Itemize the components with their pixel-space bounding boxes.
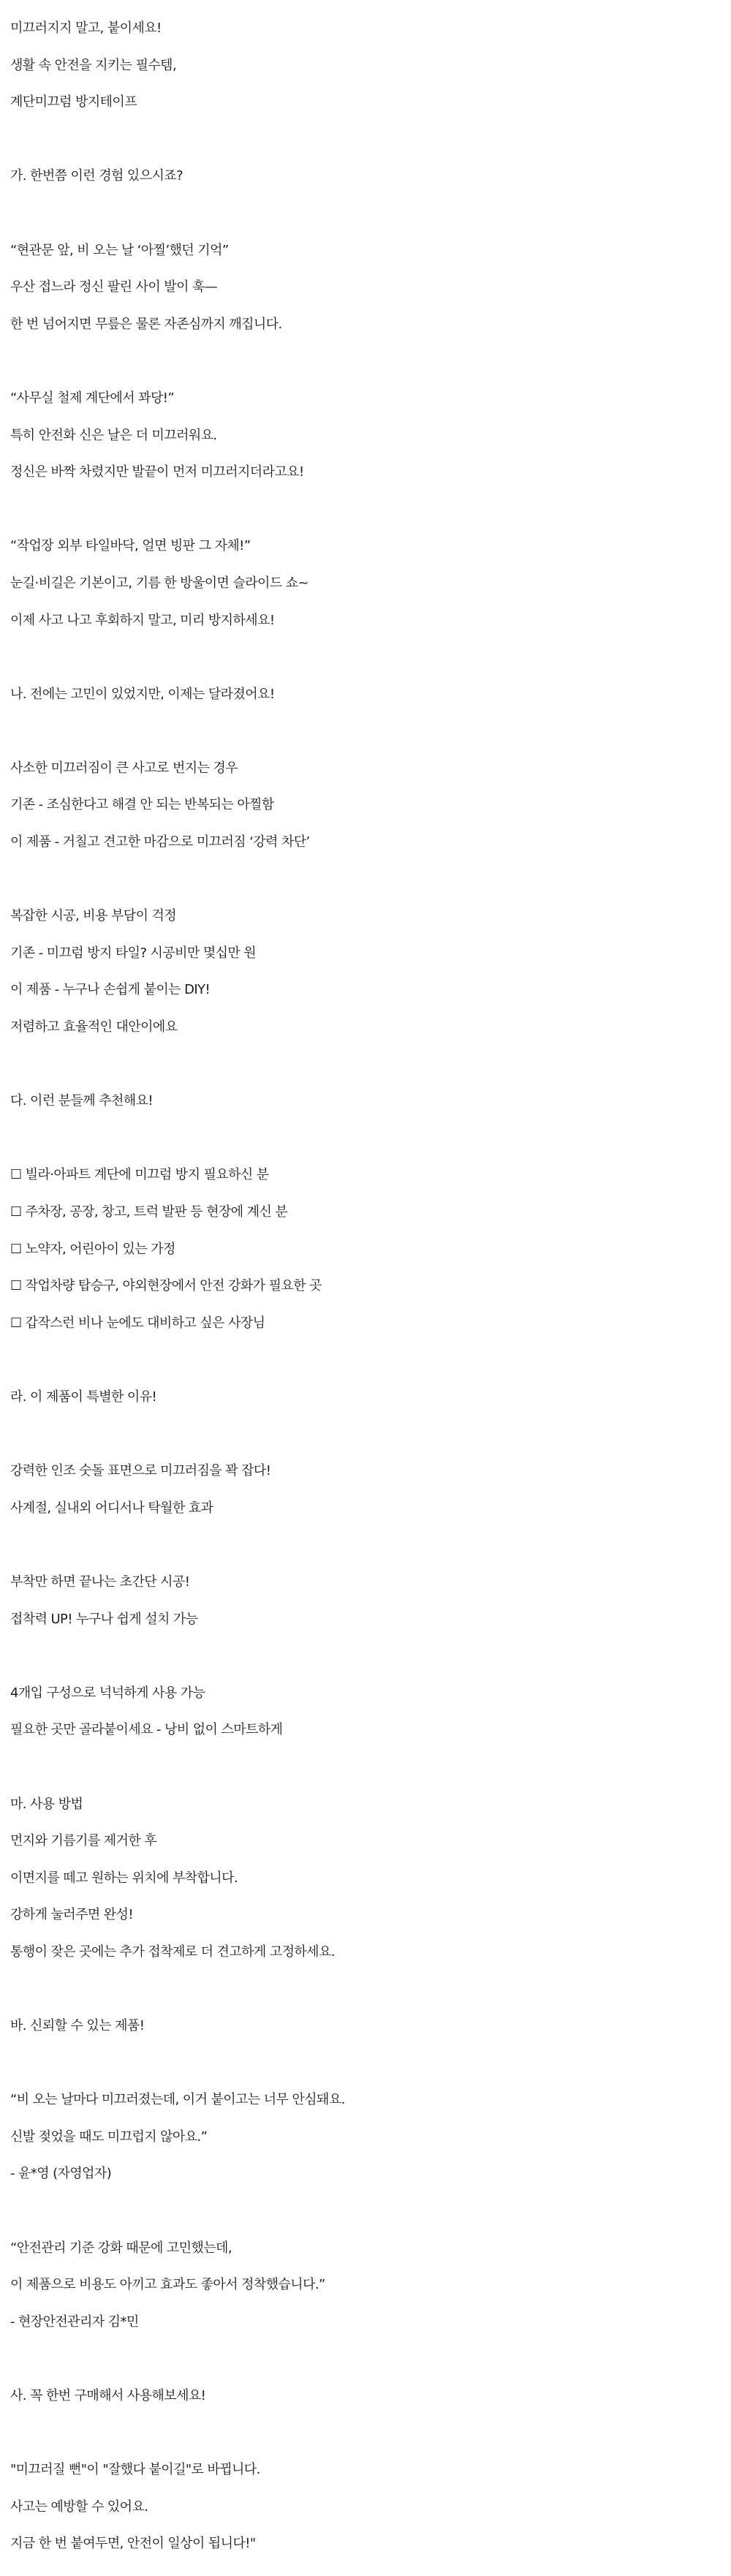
comparison-installation-cost [10, 898, 731, 1046]
text-line: “안전관리 기준 강화 때문에 고민했는데, [10, 2240, 232, 2256]
feature-easy-install [10, 1564, 731, 1638]
text-line: - 윤*영 (자영업자) [10, 2166, 112, 2182]
text-line: 정신은 바짝 차렸지만 발끝이 먼저 미끄러지더라고요! [10, 464, 304, 480]
text-line: 라. 이 제품이 특별한 이유! [10, 1389, 157, 1405]
text-line: - 현장안전관리자 김*민 [10, 2314, 139, 2330]
section-ga-heading [10, 158, 731, 195]
text-line: 지금 한 번 붙여두면, 안전이 일상이 됩니다!" [10, 2536, 256, 2552]
text-line: 나. 전에는 고민이 있었지만, 이제는 달라졌어요! [10, 686, 275, 702]
comparison-slip-accidents [10, 750, 731, 861]
section-ba-heading [10, 2008, 731, 2045]
section-na-heading [10, 676, 731, 714]
text-line: 생활 속 안전을 지키는 필수템, [10, 57, 177, 73]
story-office-stairs [10, 380, 731, 491]
text-line: 4개입 구성으로 넉넉하게 사용 가능 [10, 1685, 205, 1701]
review-safety-manager [10, 2230, 731, 2341]
checklist-item: ☐ 작업차량 탑승구, 야외현장에서 안전 강화가 필요한 곳 [10, 1278, 322, 1294]
text-line: 사계절, 실내외 어디서나 탁월한 효과 [10, 1500, 213, 1516]
text-line: 이면지를 떼고 원하는 위치에 부착합니다. [10, 1870, 238, 1886]
checklist-item: ☐ 갑작스런 비나 눈에도 대비하고 싶은 사장님 [10, 1315, 265, 1331]
text-line: 강하게 눌러주면 완성! [10, 1907, 133, 1923]
section-ra-heading [10, 1379, 731, 1416]
story-entrance [10, 233, 731, 344]
text-line: 신발 젖었을 때도 미끄럽지 않아요.” [10, 2129, 208, 2145]
text-line: 통행이 잦은 곳에는 추가 접착제로 더 견고하게 고정하세요. [10, 1944, 335, 1960]
text-line: 눈길·비길은 기본이고, 기름 한 방울이면 슬라이드 쇼~ [10, 575, 309, 591]
text-line: 사소한 미끄러짐이 큰 사고로 번지는 경우 [10, 760, 238, 776]
text-line: 부착만 하면 끝나는 초간단 시공! [10, 1574, 190, 1590]
text-line: 먼지와 기름기를 제거한 후 [10, 1833, 157, 1849]
text-line: 사. 꼭 한번 구매해서 사용해보세요! [10, 2388, 206, 2403]
text-line: 가. 한번쯤 이런 경험 있으시죠? [10, 168, 183, 184]
text-line: 복잡한 시공, 비용 부담이 걱정 [10, 908, 177, 924]
story-worksite-tiles [10, 528, 731, 639]
feature-grit-surface [10, 1453, 731, 1527]
text-line: “작업장 외부 타일바닥, 얼면 빙판 그 자체!” [10, 538, 251, 554]
text-line: 다. 이런 분들께 추천해요! [10, 1093, 153, 1109]
text-line: 기존 - 조심한다고 해결 안 되는 반복되는 아찔함 [10, 797, 274, 813]
text-line: 저렴하고 효율적인 대안이에요 [10, 1019, 178, 1035]
checklist-item: ☐ 노약자, 어린아이 있는 가정 [10, 1241, 175, 1257]
review-business-owner [10, 2082, 731, 2193]
text-line: 계단미끄럼 방지테이프 [10, 94, 137, 110]
text-line: “사무실 철제 계단에서 꽈당!” [10, 390, 175, 406]
text-line: 이 제품으로 비용도 아끼고 효과도 좋아서 정착했습니다.” [10, 2277, 325, 2293]
text-line: 필요한 곳만 골라붙이세요 - 낭비 없이 스마트하게 [10, 1722, 283, 1738]
text-line: “비 오는 날마다 미끄러졌는데, 이거 붙이고는 너무 안심돼요. [10, 2092, 345, 2108]
text-line: 바. 신뢰할 수 있는 제품! [10, 2018, 145, 2034]
text-line: 마. 사용 방법 [10, 1796, 83, 1812]
intro-headline [10, 10, 731, 121]
recommendation-checklist [10, 1157, 731, 1342]
checklist-item: ☐ 빌라·아파트 계단에 미끄럼 방지 필요하신 분 [10, 1167, 269, 1183]
section-ma-usage [10, 1786, 731, 1971]
text-line: 미끄러지지 말고, 붙이세요! [10, 20, 162, 36]
text-line: 기존 - 미끄럼 방지 타일? 시공비만 몇십만 원 [10, 945, 257, 961]
text-line: 사고는 예방할 수 있어요. [10, 2498, 148, 2515]
text-line: 특히 안전화 신은 날은 더 미끄러워요. [10, 427, 217, 443]
closing-message [10, 2452, 731, 2563]
text-line: 접착력 UP! 누구나 쉽게 설치 가능 [10, 1611, 198, 1627]
checklist-item: ☐ 주차장, 공장, 창고, 트럭 발판 등 현장에 계신 분 [10, 1204, 288, 1220]
section-sa-heading [10, 2378, 731, 2415]
text-line: 강력한 인조 숫돌 표면으로 미끄러짐을 꽉 잡다! [10, 1463, 271, 1479]
text-line: 이 제품 - 누구나 손쉽게 붙이는 DIY! [10, 982, 211, 998]
text-line: 이제 사고 나고 후회하지 말고, 미리 방지하세요! [10, 612, 275, 628]
section-da-heading [10, 1083, 731, 1120]
feature-four-pack [10, 1675, 731, 1749]
text-line: “현관문 앞, 비 오는 날 ‘아찔’했던 기억” [10, 242, 229, 258]
text-line: 이 제품 - 거칠고 견고한 마감으로 미끄러짐 ‘강력 차단’ [10, 834, 310, 850]
text-line: "미끄러질 뻔"이 "잘했다 붙이길"로 바뀝니다. [10, 2462, 260, 2478]
text-line: 우산 접느라 정신 팔린 사이 발이 훅— [10, 279, 218, 295]
text-line: 한 번 넘어지면 무릎은 물론 자존심까지 깨집니다. [10, 316, 282, 332]
